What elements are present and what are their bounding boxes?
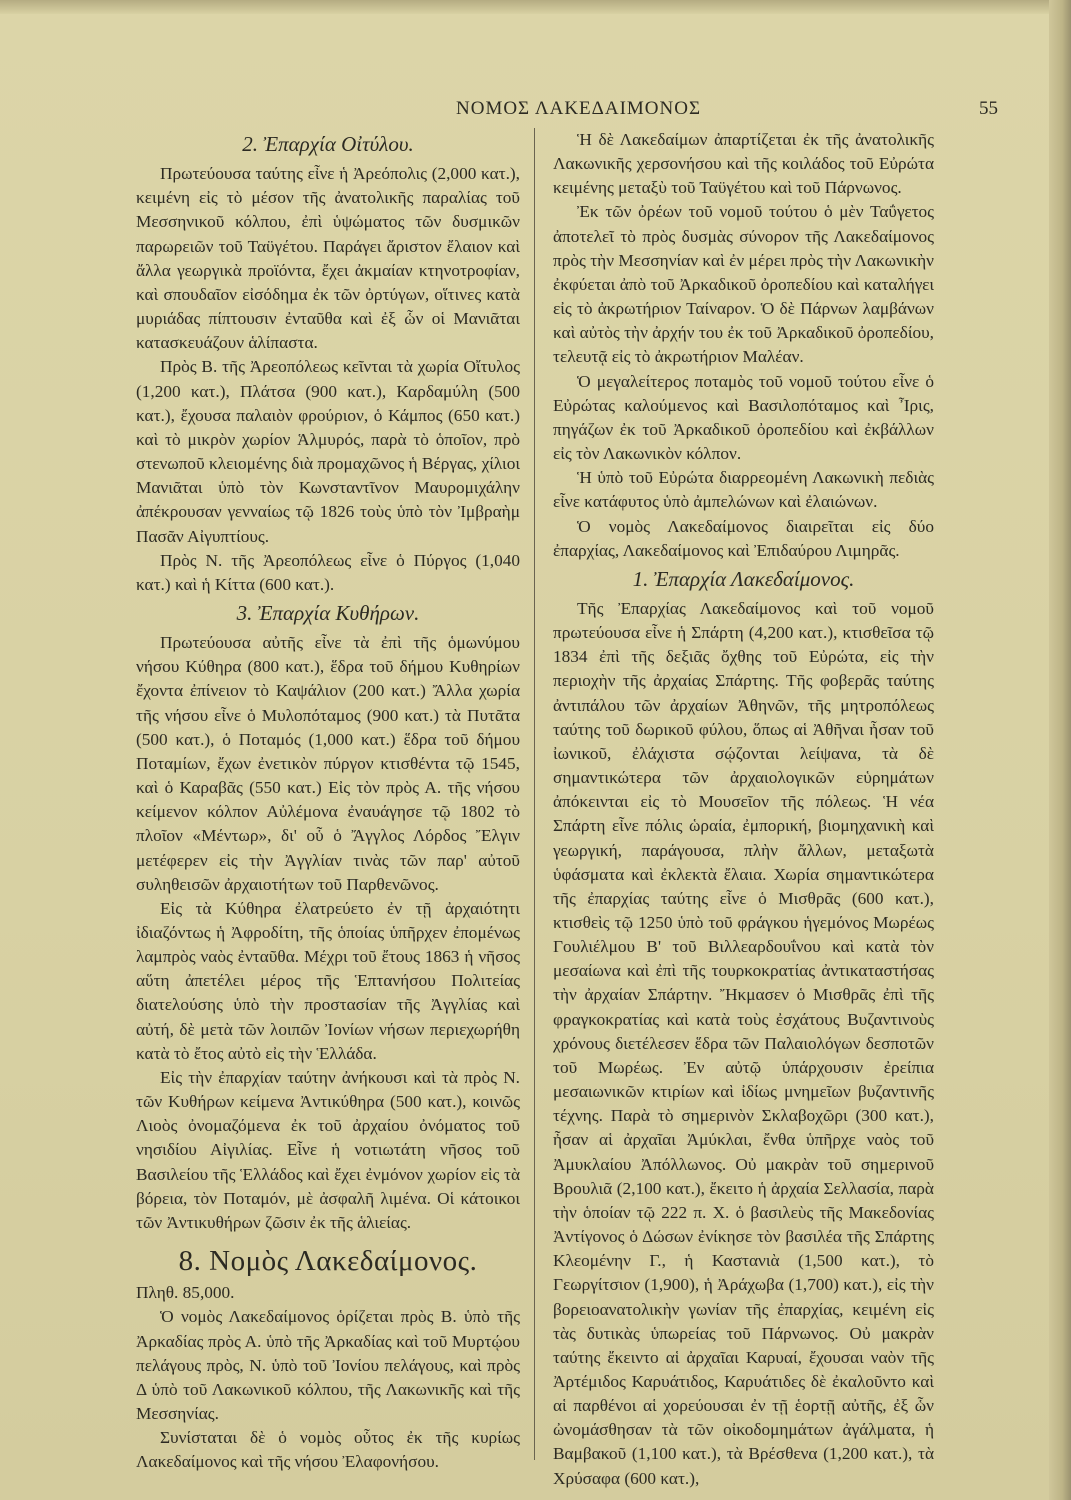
page-number: 55 bbox=[979, 98, 998, 119]
paragraph: Ἡ ὑπὸ τοῦ Εὐρώτα διαρρεομένη Λακωνικὴ πεδιὰς εἶνε κατάφυτος ὑπὸ ἀμπελώνων καὶ ἐλαιώνων. bbox=[553, 468, 934, 512]
paragraph: Ὁ νομὸς Λακεδαίμονος ὁρίζεται πρὸς Β. ὑπὸ τῆς Ἀρκαδίας πρὸς Α. ὑπὸ τῆς Ἀρκαδίας καὶ τοῦ Μυρτῴου πελάγους πρὸς, Ν. ὑπὸ τοῦ Ἰονίου πελάγους, καὶ πρὸς Δ ὑπὸ τοῦ Λακωνικοῦ κόλπου, τῆς Λακωνικῆς καὶ τῆς Μεσσηνίας. bbox=[136, 1307, 520, 1423]
right-column bbox=[553, 128, 934, 1491]
page-right-edge bbox=[1049, 0, 1071, 1500]
page-top-edge bbox=[0, 0, 1071, 14]
paragraph: Πρωτεύουσα ταύτης εἶνε ἡ Ἀρεόπολις (2,000 κατ.), κειμένη εἰς τὸ μέσον τῆς ἀνατολικῆς παραλίας τοῦ Μεσσηνικοῦ κόλπου, ἐπὶ ὑψώματος τῶν δυσμικῶν παρωρειῶν τοῦ Ταϋγέτου. Παράγει ἄριστον ἔλαιον καὶ ἄλλα γεωργικὰ προϊόντα, ἔχει ἀκμαίαν κτηνοτροφίαν, καὶ σπουδαῖον εἰσόδημα ἐκ τῶν ὀρτύγων, οἵτινες κατὰ μυριάδας πίπτουσιν ἐνταῦθα καὶ ἐξ ὧν οἱ Μανιᾶται κατασκευάζουν ἁλίπαστα. bbox=[136, 164, 520, 353]
paragraph: Συνίσταται δὲ ὁ νομὸς οὗτος ἐκ τῆς κυρίως Λακεδαίμονος καὶ τῆς νήσου Ἐλαφονήσου. bbox=[136, 1428, 520, 1472]
population-line: Πληθ. 85,000. bbox=[136, 1283, 235, 1303]
paragraph: Πρὸς Ν. τῆς Ἀρεοπόλεως εἶνε ὁ Πύργος (1,040 κατ.) καὶ ἡ Κίττα (600 κατ.). bbox=[136, 550, 520, 594]
paragraph: Ὁ μεγαλείτερος ποταμὸς τοῦ νομοῦ τούτου εἶνε ὁ Εὐρώτας καλούμενος καὶ Βασιλοπόταμος καὶ Ἶρις, πηγάζων ἐκ τοῦ Ἀρκαδικοῦ ὀροπεδίου καὶ ἐκβάλλων εἰς τὸν Λακωνικὸν κόλπον. bbox=[553, 371, 934, 464]
left-column bbox=[136, 128, 520, 1474]
column-divider bbox=[534, 128, 535, 1460]
section-heading-oitylou: 2. Ἐπαρχία Οἰτύλου. bbox=[242, 132, 414, 156]
paragraph: Πρὸς Β. τῆς Ἀρεοπόλεως κεῖνται τὰ χωρία Οἴτυλος (1,200 κατ.), Πλάτσα (900 κατ.), Καρδαμύλη (500 κατ.), ἔχουσα παλαιὸν φρούριον, ὁ Κάμπος (650 κατ.) καὶ τὸ μικρὸν χωρίον Ἁλμυρός, παρὰ τὸ ὁποῖον, πρὸ στενωποῦ κλειομένης διὰ προμαχῶνος ἡ Βέργας, χίλιοι Μανιᾶται ὑπὸ τὸν Κωνσταντῖνον Μαυρομιχάλην ἀπέκρουσαν γενναίως τῷ 1826 τοὺς ὑπὸ τὸν Ἰμβραὴμ Πασᾶν Αἰγυπτίους. bbox=[136, 357, 520, 546]
section-heading-kythiron: 3. Ἐπαρχία Κυθήρων. bbox=[236, 600, 420, 625]
chapter-heading-nomos: 8. Νομὸς Λακεδαίμονος. bbox=[178, 1245, 478, 1278]
paragraph: Τῆς Ἐπαρχίας Λακεδαίμονος καὶ τοῦ νομοῦ πρωτεύουσα εἶνε ἡ Σπάρτη (4,200 κατ.), κτισθεῖσα τῷ 1834 ἐπὶ τῆς δεξιᾶς ὄχθης τοῦ Εὐρώτα, εἰς τὴν περιοχὴν τῆς ἀρχαίας Σπάρτης. Τῆς φοβερᾶς ταύτης ἀντιπάλου τῶν ἀρχαίων Ἀθηνῶν, τῆς μητροπόλεως ταύτης τοῦ δωρικοῦ φύλου, ὅπως αἱ Ἀθῆναι ἦσαν τοῦ ἰωνικοῦ, ἐλάχιστα σῴζονται λείψανα, τὰ δὲ σημαντικώτερα τῶν ἀρχαιολογικῶν εὑρημάτων ἀπόκεινται εἰς τὸ Μουσεῖον τῆς πόλεως. Ἡ νέα Σπάρτη εἶνε πόλις ὡραία, ἐμπορική, βιομηχανικὴ καὶ γεωργική, παράγουσα, πλὴν ἄλλων, μεταξωτὰ ὑφάσματα καὶ ἐκλεκτὰ ἔλαια. Χωρία σημαντικώτερα τῆς ἐπαρχίας ταύτης εἶνε ὁ Μισθρᾶς (600 κατ.), κτισθεὶς τῷ 1250 ὑπὸ τοῦ φράγκου ἡγεμόνος Μωρέως Γουλιέλμου Β' τοῦ Βιλλεαρδουΐνου καὶ κατὰ τὸν μεσαίωνα καὶ ἐπὶ τῆς τουρκοκρατίας ἀντικαταστήσας τὴν ἀρχαίαν Σπάρτην. Ἤκμασεν ὁ Μισθρᾶς ἐπὶ τῆς φραγκοκρατίας καὶ κατὰ τοὺς ἐσχάτους Βυζαντινοὺς χρόνους διετέλεσεν ἕδρα τῶν Παλαιολόγων δεσποτῶν τοῦ Μωρέως. Ἐν αὐτῷ ὑπάρχουσιν ἐρείπια μεσαιωνικῶν κτιρίων καὶ ἰδίως μνημεῖων βυζαντινῆς τέχνης. Παρὰ τὸ σημερινὸν Σκλαβοχῶρι (300 κατ.), ἦσαν αἱ ἀρχαῖαι Ἀμύκλαι, ἔνθα ὑπῆρχε ναὸς τοῦ Ἀμυκλαίου Ἀπόλλωνος. Οὐ μακρὰν τοῦ σημερινοῦ Βρουλιᾶ (2,100 κατ.), ἔκειτο ἡ ἀρχαία Σελλασία, παρὰ τὴν ὁποίαν τῷ 222 π. Χ. ὁ βασιλεὺς τῆς Μακεδονίας Ἀντίγονος ὁ Δώσων ἐνίκησε τὸν βασιλέα τῆς Σπάρτης Κλεομένην Γ., ἡ Καστανιὰ (1,500 κατ.), τὸ Γεωργίτσιον (1,900), ἡ Ἀράχωβα (1,700) κατ.), εἰς τὴν βορειοανατολικὴν γωνίαν τῆς ἐπαρχίας, κειμένη εἰς τὰς δυτικὰς ὑπωρείας τοῦ Πάρνωνος. Οὐ μακρὰν ταύτης ἔκειντο αἱ ἀρχαῖαι Καρυαί, ἔχουσαι ναὸν τῆς Ἀρτέμιδος Καρυάτιδος, Καρυάτιδες δὲ ἐκαλοῦντο καὶ αἱ παρθένοι αἱ χορεύουσαι ἐν τῇ ἑορτῇ αὐτῆς, ἐξ ὧν ὠνομάσθησαν τὰ τῶν οἰκοδομημάτων ἀγάλματα, ἡ Βαμβακοῦ (1,100 κατ.), τὰ Βρέσθενα (1,200 κατ.), τὰ Χρύσαφα (600 κατ.), bbox=[553, 598, 934, 1488]
paragraph: Εἰς τὰ Κύθηρα ἐλατρεύετο ἐν τῇ ἀρχαιότητι ἰδιαζόντως ἡ Ἀφροδίτη, τῆς ὁποίας ὑπῆρχεν ἐπομένως λαμπρὸς ναὸς ἐνταῦθα. Μέχρι τοῦ ἔτους 1863 ἡ νῆσος αὕτη ἀπετέλει μέρος τῆς Ἑπτανήσου Πολιτείας διατελούσης ὑπὸ τὴν προστασίαν τῆς Ἀγγλίας καὶ αὐτή, δὲ μετὰ τῶν λοιπῶν Ἰονίων νήσων περιεχωρήθη κατὰ τὸ ἔτος αὐτὸ εἰς τὴν Ἑλλάδα. bbox=[136, 898, 520, 1063]
page-header bbox=[120, 98, 1020, 124]
paragraph: Πρωτεύουσα αὐτῆς εἶνε τὰ ἐπὶ τῆς ὁμωνύμου νήσου Κύθηρα (800 κατ.), ἕδρα τοῦ δήμου Κυθηρίων ἔχοντα ἐπίνειον τὸ Καψάλιον (200 κατ.) Ἄλλα χωρία τῆς νήσου εἶνε ὁ Μυλοπόταμος (900 κατ.) τὰ Πυτᾶτα (500 κατ.), ὁ Ποταμός (1,000 κατ.) ἕδρα τοῦ δήμου Ποταμίων, ἔχων ἐνετικὸν πύργον κτισθέντα τῷ 1545, καὶ ὁ Καραβᾶς (550 κατ.) Εἰς τὸν πρὸς Α. τῆς νήσου κείμενον κόλπον Αὐλέμονα ἐναυάγησε τῷ 1802 τὸ πλοῖον «Μέντωρ», δι' οὗ ὁ Ἄγγλος Λόρδος Ἔλγιν μετέφερεν εἰς τὴν Ἀγγλίαν τινὰς τῶν παρ' αὐτοῦ συληθεισῶν ἀρχαιοτήτων τοῦ Παρθενῶνος. bbox=[136, 633, 520, 894]
section-heading-lakedaimonos: 1. Ἐπαρχία Λακεδαίμονος. bbox=[632, 566, 855, 591]
paragraph: Εἰς τὴν ἐπαρχίαν ταύτην ἀνήκουσι καὶ τὰ πρὸς Ν. τῶν Κυθήρων κείμενα Ἀντικύθηρα (500 κατ.), κοινῶς Λιοὸς ὀνομαζόμενα ἐκ τοῦ ἀρχαίου ὀνόματος τοῦ νησιδίου Αἰγιλίας. Εἶνε ἡ νοτιωτάτη νῆσος τοῦ Βασιλείου τῆς Ἑλλάδος καὶ ἔχει ἐνμόνον χωρίον εἰς τὰ βόρεια, τὸν Ποταμόν, μὲ ἀσφαλῆ λιμένα. Οἱ κάτοικοι τῶν Ἀντικυθήρων ζῶσιν ἐκ τῆς ἁλιείας. bbox=[136, 1067, 520, 1232]
running-title: ΝΟΜΟΣ ΛΑΚΕΔΑΙΜΟΝΟΣ bbox=[456, 98, 702, 119]
paragraph: Ἡ δὲ Λακεδαίμων ἀπαρτίζεται ἐκ τῆς ἀνατολικῆς Λακωνικῆς χερσονήσου καὶ τῆς κοιλάδος τοῦ Εὐρώτα κειμένης μεταξὺ τοῦ Ταϋγέτου καὶ τοῦ Πάρνωνος. bbox=[553, 130, 934, 198]
paragraph: Ὁ νομὸς Λακεδαίμονος διαιρεῖται εἰς δύο ἐπαρχίας, Λακεδαίμονος καὶ Ἐπιδαύρου Λιμηρᾶς. bbox=[553, 516, 934, 560]
paragraph: Ἐκ τῶν ὀρέων τοῦ νομοῦ τούτου ὁ μὲν Ταΰγετος ἀποτελεῖ τὸ πρὸς δυσμὰς σύνορον τῆς Λακεδαίμονος πρὸς τὴν Μεσσηνίαν καὶ ἐν μέρει πρὸς τὴν Λακωνικὴν ἐκφύεται ἀπὸ τοῦ Ἀρκαδικοῦ ὀροπεδίου καὶ καταλήγει εἰς τὸ ἀκρωτήριον Ταίναρον. Ὁ δὲ Πάρνων λαμβάνων καὶ αὐτὸς τὴν ἀρχήν του ἐκ τοῦ Ἀρκαδικοῦ ὀροπεδίου, τελευτᾷ εἰς τὸ ἀκρωτήριον Μαλέαν. bbox=[553, 202, 934, 367]
